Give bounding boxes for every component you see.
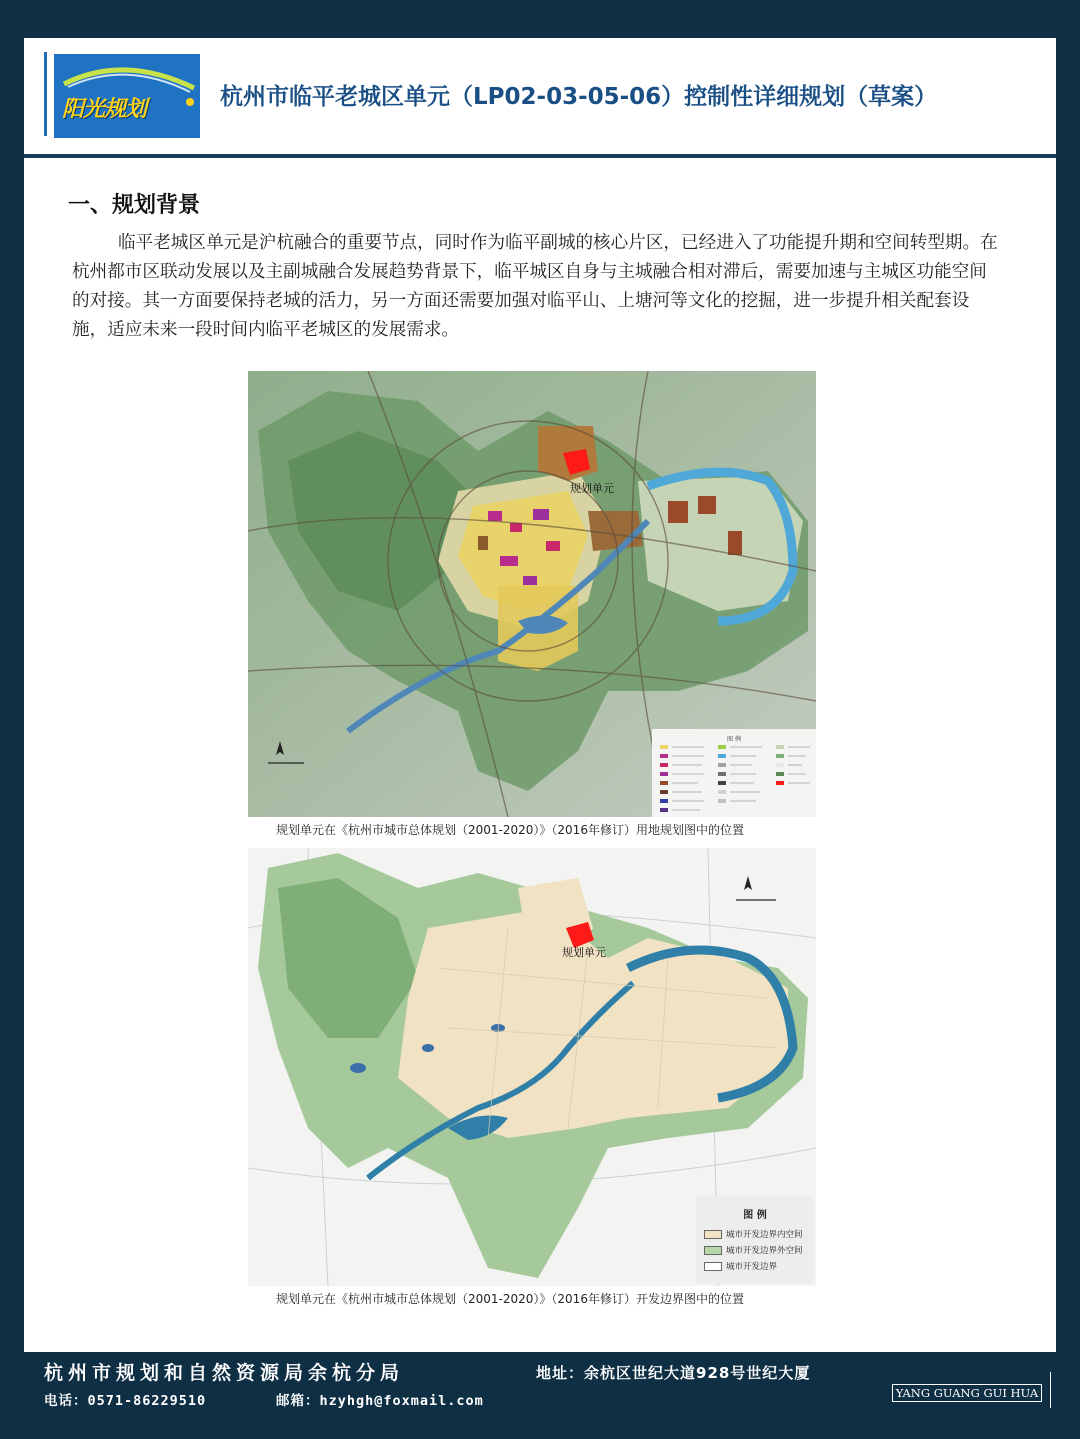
development-boundary-map-caption: 规划单元在《杭州市城市总体规划（2001-2020）》（2016年修订）开发边界图中的位置	[276, 1292, 744, 1306]
land-use-legend	[652, 729, 816, 817]
legend-swatch	[704, 1262, 722, 1271]
header-divider	[24, 154, 1056, 158]
section-paragraph: 临平老城区单元是沪杭融合的重要节点，同时作为临平副城的核心片区，已经进入了功能提升期和空间转型期。在杭州都市区联动发展以及主副城融合发展趋势背景下，临平城区自身与主城融合相对滞后，需要加速与主城区功能空间的对接。其一方面要保持老城的活力，另一方面还需要加强对临平山、上塘河等文化的挖掘，进一步提升相关配套设施，适应未来一段时间内临平老城区的发展需求。	[72, 233, 998, 340]
development-boundary-legend	[696, 1196, 814, 1284]
section-heading: 一、规划背景	[68, 193, 201, 218]
legend-item	[704, 1260, 777, 1272]
legend-item-label: 城市开发边界内空间	[726, 1230, 803, 1240]
legend-item-label: 城市开发边界外空间	[726, 1246, 803, 1256]
footer-brand: YANG GUANG GUI HUA	[892, 1384, 1042, 1402]
footer-address: 地址：余杭区世纪大道928号世纪大厦	[536, 1364, 811, 1382]
unit-label: 规划单元	[562, 946, 606, 959]
legend-item-label: 城市开发边界	[726, 1262, 778, 1272]
legend-swatch	[704, 1246, 722, 1255]
unit-label: 规划单元	[570, 482, 614, 495]
page-sheet	[24, 38, 1056, 1352]
header	[24, 38, 1056, 158]
legend-item	[704, 1228, 803, 1240]
page-title: 杭州市临平老城区单元（LP02-03-05-06）控制性详细规划（草案）	[220, 84, 938, 110]
legend-title: 图 例	[727, 736, 741, 743]
legend-item	[704, 1244, 803, 1256]
footer-organization: 杭州市规划和自然资源局余杭分局	[44, 1362, 405, 1384]
legend-title: 图 例	[743, 1210, 767, 1221]
footer-divider	[1050, 1372, 1051, 1408]
land-use-map-caption: 规划单元在《杭州市城市总体规划（2001-2020）》（2016年修订）用地规划图中的位置	[276, 823, 744, 837]
footer-email: 邮箱：hzyhgh@foxmail.com	[276, 1393, 484, 1409]
logo-text: 阳光规划	[62, 97, 147, 122]
header-accent-bar	[44, 52, 47, 136]
footer-phone: 电话：0571-86229510	[44, 1393, 207, 1409]
land-use-map	[248, 371, 816, 817]
logo	[54, 54, 200, 138]
development-boundary-map	[248, 848, 816, 1286]
legend-swatch	[704, 1230, 722, 1239]
